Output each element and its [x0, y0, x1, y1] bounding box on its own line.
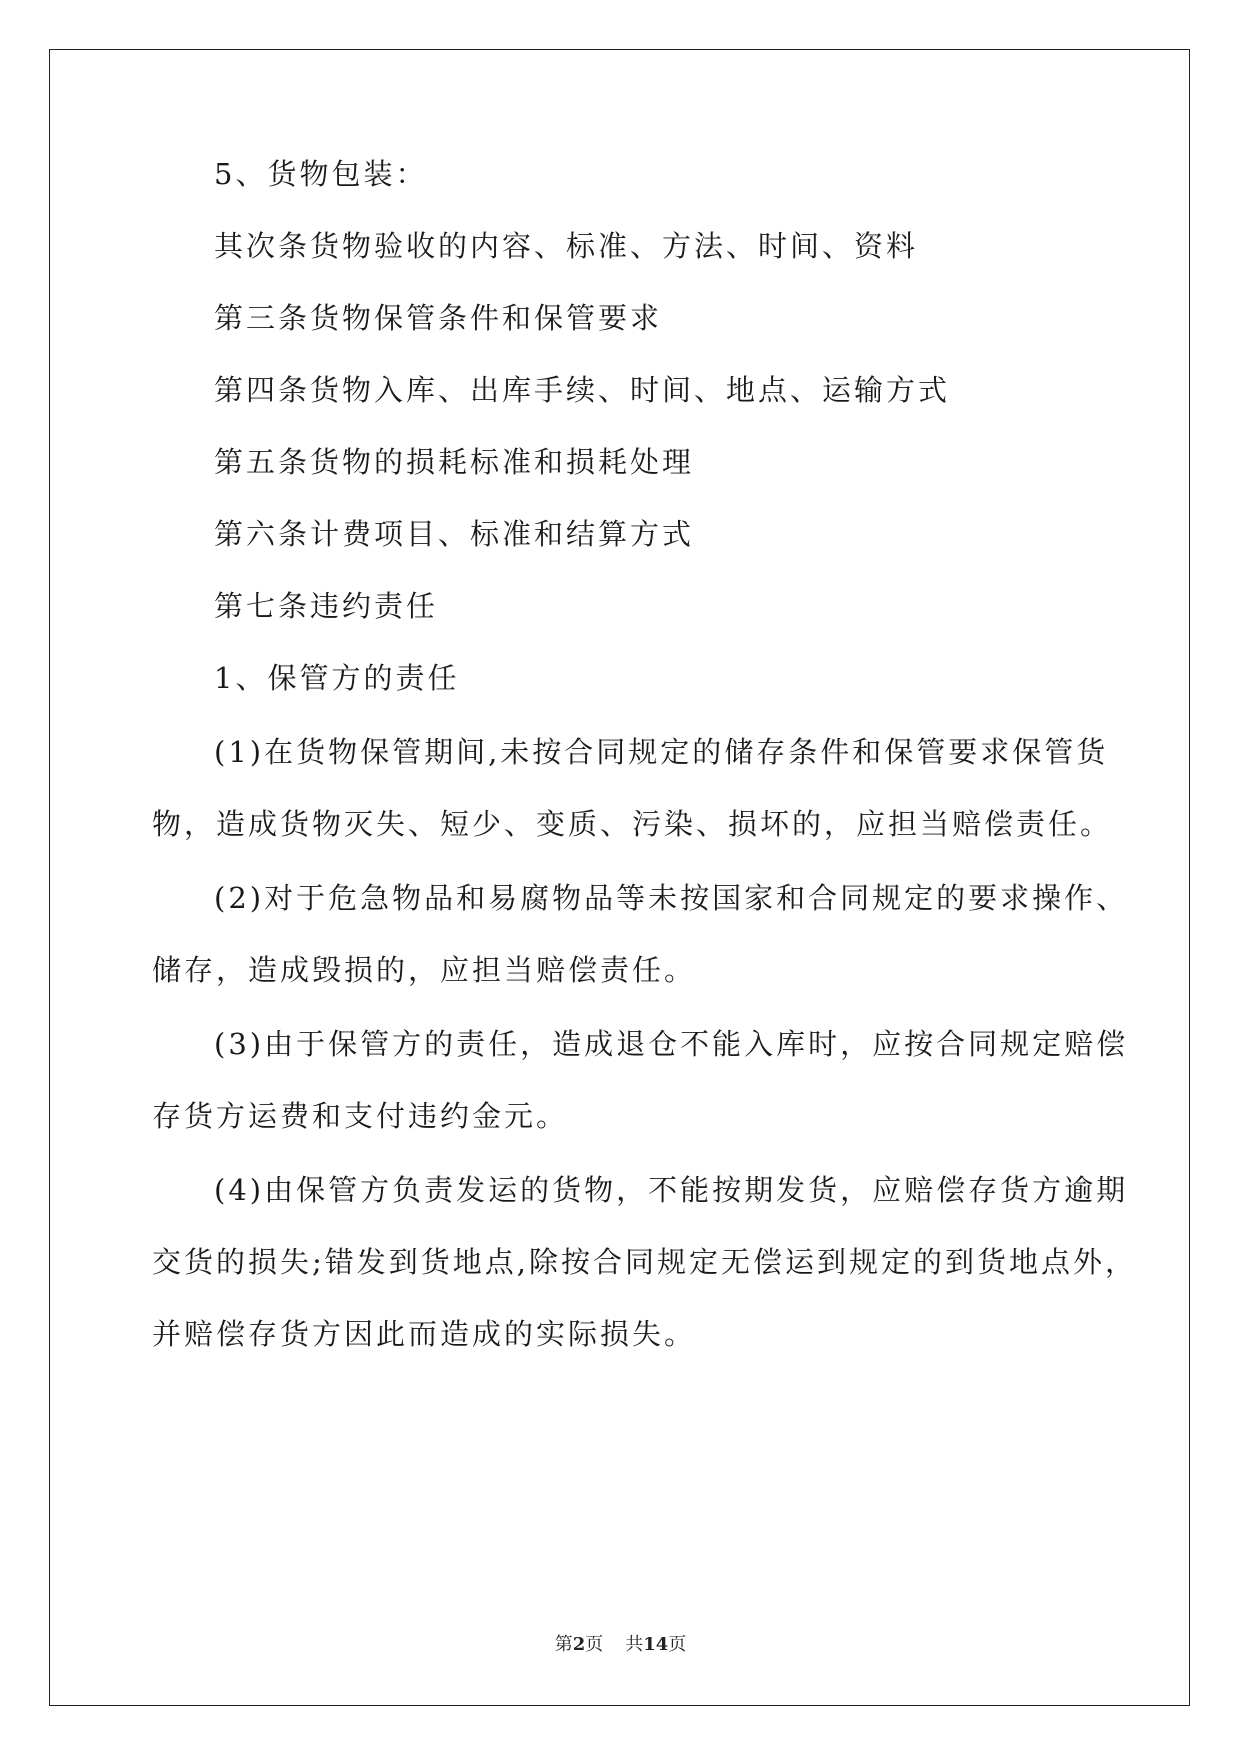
custodian-responsibility-heading: 1、保管方的责任: [214, 661, 460, 695]
article-5-heading: 第五条货物的损耗标准和损耗处理: [214, 445, 695, 479]
clause-2-line-2: 储存，造成毁损的，应担当赔偿责任。: [152, 953, 697, 987]
clause-1-line-2: 物，造成货物灭失、短少、变质、污染、损坏的，应担当赔偿责任。: [152, 807, 1113, 841]
page-border: [49, 49, 1190, 1706]
clause-3-line-2: 存货方运费和支付违约金元。: [152, 1099, 569, 1133]
page-suffix: 页: [585, 1634, 604, 1655]
article-7-heading: 第七条违约责任: [214, 589, 439, 623]
page-prefix: 第: [554, 1634, 573, 1655]
clause-4-line-1: (4)由保管方负责发运的货物，不能按期发货，应赔偿存货方逾期: [214, 1173, 1129, 1207]
article-6-heading: 第六条计费项目、标准和结算方式: [214, 517, 695, 551]
total-prefix: 共: [625, 1634, 644, 1655]
clause-3-line-1: (3)由于保管方的责任，造成退仓不能入库时，应按合同规定赔偿: [214, 1027, 1129, 1061]
total-pages-number: 14: [643, 1634, 669, 1655]
clause-4-line-3: 并赔偿存货方因此而造成的实际损失。: [152, 1317, 697, 1351]
article-3-heading: 第三条货物保管条件和保管要求: [214, 301, 663, 335]
clause-4-line-2: 交货的损失;错发到货地点,除按合同规定无偿运到规定的到货地点外，: [152, 1245, 1137, 1279]
list-item-goods-packaging: 5、货物包装：: [214, 157, 428, 191]
article-2-heading: 其次条货物验收的内容、标准、方法、时间、资料: [214, 229, 919, 263]
current-page-number: 2: [572, 1634, 586, 1655]
total-suffix: 页: [668, 1634, 687, 1655]
clause-1-line-1: (1)在货物保管期间,未按合同规定的储存条件和保管要求保管货: [214, 735, 1109, 769]
clause-2-line-1: (2)对于危急物品和易腐物品等未按国家和合同规定的要求操作、: [214, 881, 1129, 915]
article-4-heading: 第四条货物入库、出库手续、时间、地点、运输方式: [214, 373, 951, 407]
page-number-footer: [0, 1630, 1241, 1656]
